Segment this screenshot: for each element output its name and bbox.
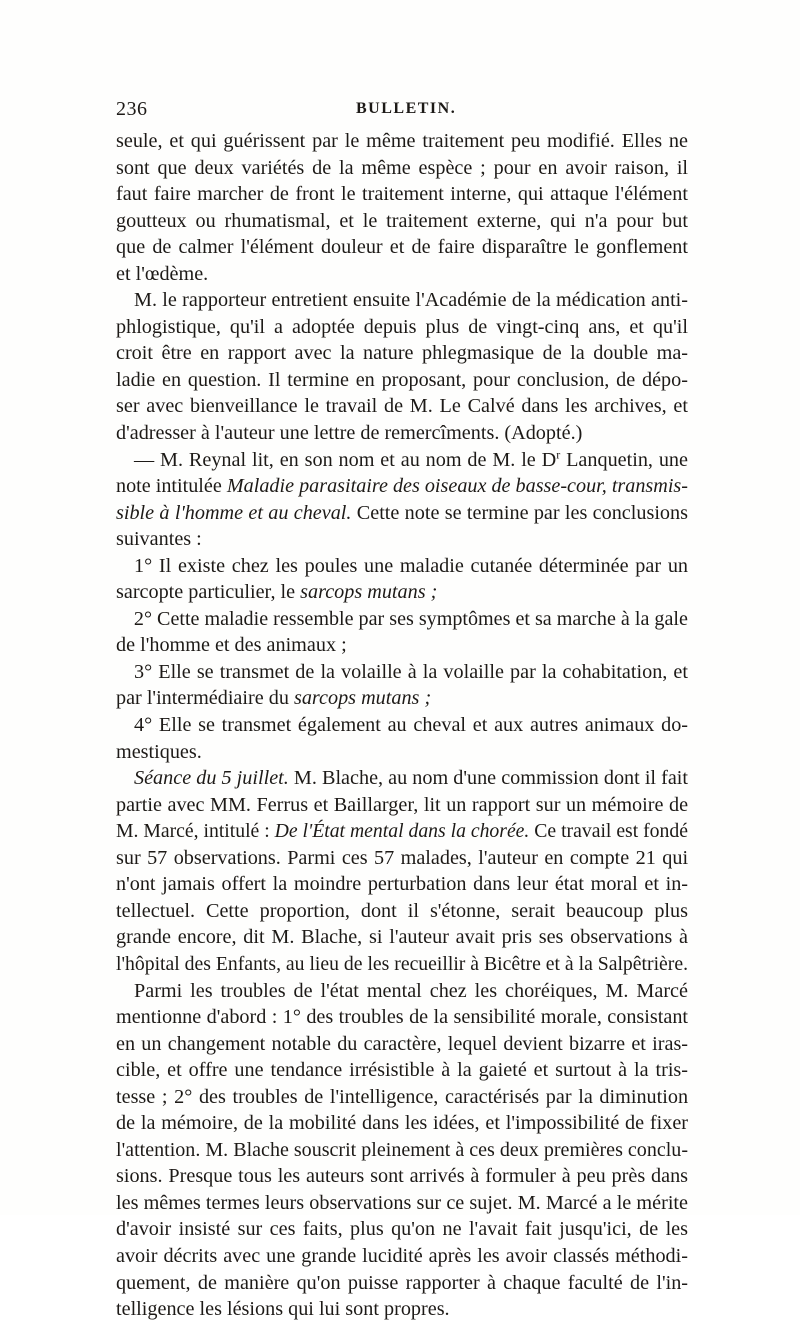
text-run: ladie en question. Il termine en proposant, pour conclusion, de dépo- [116,368,688,391]
text-line [116,367,688,394]
text-run: 2° Cette maladie ressemble par ses symptômes et sa marche à la gale [133,607,688,630]
text-line [116,924,688,951]
running-title: BULLETIN. [356,100,457,117]
text-line [116,818,688,845]
text-run: tellectuel. Cette proportion, dont il s'étonne, serait beaucoup plus [116,899,688,922]
text-run: mestiques. [116,740,202,763]
italic-text: sarcops mutans ; [293,687,432,710]
text-line [116,606,686,633]
text-line [116,1057,688,1084]
text-run: sarcopte particulier, le [116,581,301,604]
text-line [116,659,688,686]
text-run: M. le rapporteur entretient ensuite l'Académie de la médication anti- [134,289,689,312]
text-line [116,739,688,766]
text-run: n'ont jamais offert la moindre perturbation dans leur état moral et in- [116,873,689,896]
text-run: Parmi les troubles de l'état mental chez les choréiques, M. Marcé [134,979,688,1002]
text-run: M. Marcé, intitulé : [116,820,275,843]
text-run: 1° Il existe chez les poules une maladie cutanée déterminée par un [134,554,689,577]
text-run: l'hôpital des Enfants, au lieu de les recueillir à Bicêtre et à la Salpêtrière. [116,952,689,975]
text-line [116,1084,688,1111]
text-run: de l'homme et des animaux ; [116,634,347,657]
text-line [116,287,688,314]
text-run: les mêmes termes leurs observations sur ce sujet. M. Marcé a le mérite [116,1191,688,1214]
text-run: faut faire marcher de front le traitement interne, qui attaque l'élément [116,183,688,206]
text-run: quement, de manière qu'on puisse rapporter à chaque faculté de l'in- [116,1271,689,1294]
text-line [116,155,688,182]
text-run: phlogistique, qu'il a adoptée depuis plus de vingt-cinq ans, et qu'il [116,315,688,338]
italic-text: De l'État mental dans la chorée. [274,820,530,843]
text-line [116,712,688,739]
text-run: goutteux ou rhumatismal, et le traitement externe, qui n'a pour but [116,209,688,232]
italic-text: Maladie parasitaire des oiseaux de basse-cour, transmis- [226,475,689,498]
italic-text: sible à l'homme et au cheval. [116,501,352,524]
text-run: Lanquetin, une [560,448,688,471]
text-run: croit être en rapport avec la nature phlegmasique de la double ma- [116,342,689,365]
text-line [116,951,689,978]
text-run: telligence les lésions qui lui sont propres. [116,1298,450,1321]
text-line [116,978,688,1005]
text-run: d'avoir insisté sur ces faits, plus qu'on ne l'avait fait jusqu'ici, de les [116,1218,689,1241]
text-run: ser avec bienveillance le travail de M. Le Calvé dans les archives, et [116,395,688,418]
text-line [116,898,688,925]
text-line [116,1163,688,1190]
body-text [116,128,688,1323]
text-run: r [556,446,561,461]
text-run: — M. Reynal lit, en son nom et au nom de M. le D [134,448,557,471]
text-run: cible, et offre une tendance irrésistible à la gaieté et surtout à la tris- [116,1059,689,1082]
text-run: partie avec MM. Ferrus et Baillarger, lit un rapport sur un mémoire de [116,793,689,816]
text-line [116,526,688,553]
text-run: sions. Presque tous les auteurs sont arrivés à formuler à peu près dans [116,1165,689,1188]
text-line [116,1216,688,1243]
text-run: M. Blache, au nom d'une commission dont il fait [288,767,689,790]
text-run: l'attention. M. Blache souscrit pleinement à ces deux premières conclu- [116,1138,689,1161]
italic-text: Séance du 5 juillet. [134,767,289,790]
page-number: 236 [116,98,148,120]
text-line [116,1243,688,1270]
text-line [116,1004,688,1031]
text-run: Ce travail est fondé [529,820,688,843]
text-line [116,1137,689,1164]
text-line [116,261,688,288]
text-line [116,473,687,500]
text-line [116,181,688,208]
text-line [116,553,688,580]
text-run: Cette note se termine par les conclusions [351,501,688,524]
text-run: tesse ; 2° des troubles de l'intelligence, caractérisés par la diminution [116,1085,689,1108]
page-header [116,98,688,124]
text-line [116,420,688,447]
text-line [116,632,688,659]
text-run: en un changement notable du caractère, lequel devient bizarre et iras- [116,1032,689,1055]
text-line [116,340,688,367]
text-line [116,845,688,872]
text-run: grande encore, dit M. Blache, si l'auteur avait pris ses observations à [116,926,688,949]
text-run: sur 57 observations. Parmi ces 57 malades, l'auteur en compte 21 qui [116,846,689,869]
text-run: seule, et qui guérissent par le même traitement peu modifié. Elles ne [116,130,688,152]
text-run: note intitulée [116,475,227,498]
text-run: que de calmer l'élément douleur et de faire disparaître le gonflement [116,236,688,259]
italic-text: sarcops mutans ; [300,581,438,604]
text-run: mentionne d'abord : 1° des troubles de la sensibilité morale, consistant [116,1006,689,1029]
text-line [116,765,688,792]
text-run: et l'œdème. [116,262,209,285]
text-run: sont que deux variétés de la même espèce ; pour en avoir raison, il [116,156,689,179]
text-line [116,1296,688,1323]
text-run: 3° Elle se transmet de la volaille à la volaille par la cohabitation, et [134,660,688,683]
text-run: 4° Elle se transmet également au cheval et aux autres animaux do- [134,714,689,737]
text-line [116,393,688,420]
text-line [116,1110,688,1137]
text-line [116,579,688,606]
text-line [116,128,688,155]
text-line [116,500,688,527]
text-run: de la mémoire, de la mobilité dans les idées, et l'impossibilité de fixer [116,1112,689,1135]
text-line [116,208,688,235]
text-line [116,871,688,898]
text-run: suivantes : [116,528,202,551]
text-line [116,792,688,819]
text-line [116,447,688,474]
text-run: avoir décrits avec une grande lucidité après les avoir classés méthodi- [116,1244,688,1267]
text-run: par l'intermédiaire du [116,687,294,710]
text-run: d'adresser à l'auteur une lettre de remercîments. (Adopté.) [116,422,583,445]
text-line [116,314,688,341]
text-line [116,685,688,712]
text-line [116,1270,688,1297]
text-line [116,234,688,261]
text-line [116,1190,688,1217]
text-line [116,1031,688,1058]
